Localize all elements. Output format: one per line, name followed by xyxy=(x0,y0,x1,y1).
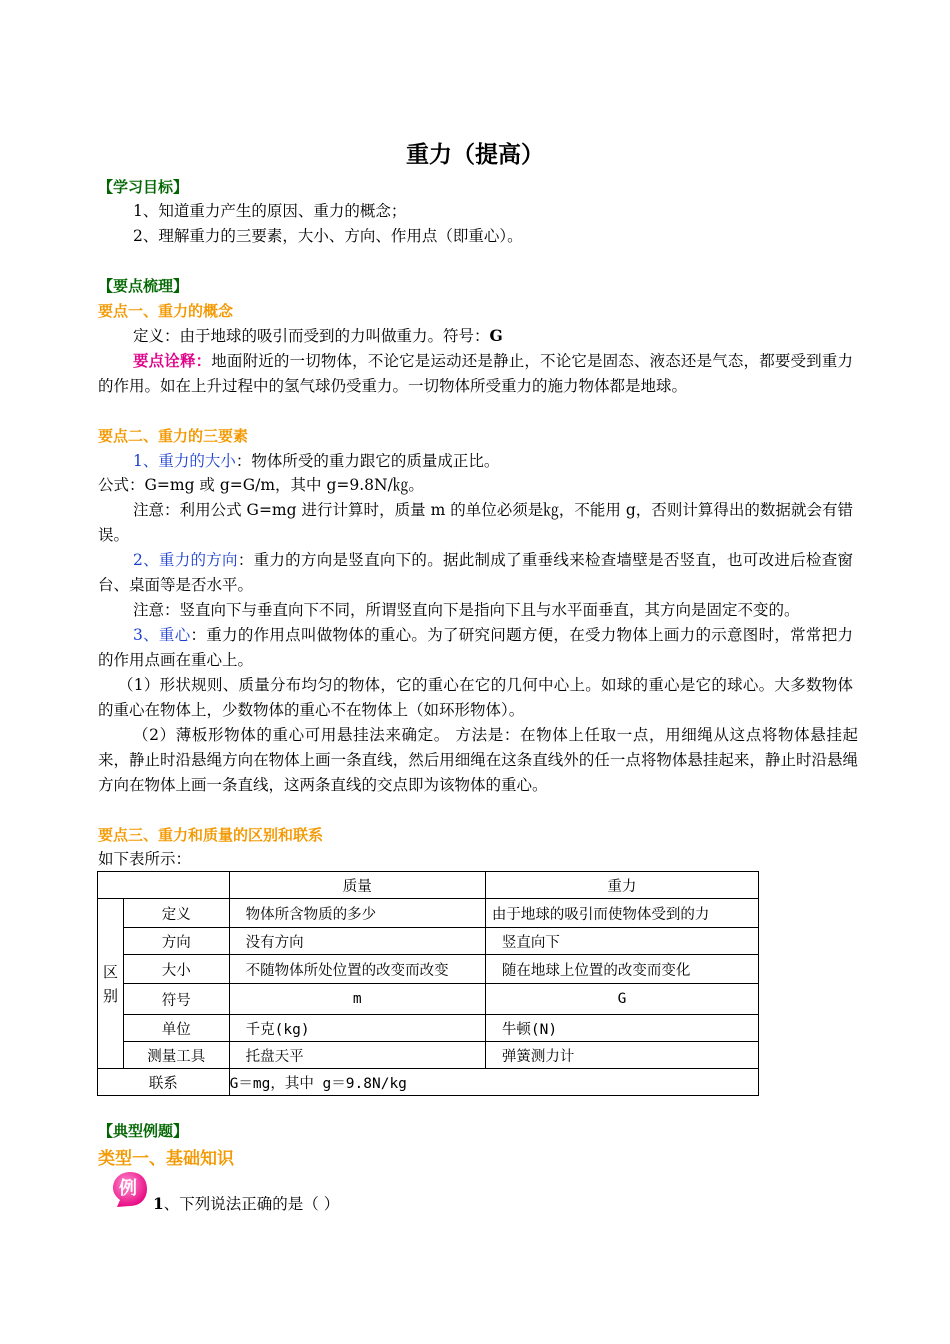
gravity-size xyxy=(133,450,499,472)
row-label: 方向 xyxy=(123,928,229,955)
link-label: 联系 xyxy=(98,1069,230,1096)
direction-label: 2、重力的方向 xyxy=(133,551,238,569)
goal-item: 2、理解重力的三要素，大小、方向、作用点（即重心）。 xyxy=(133,227,523,245)
examples-heading: 【典型例题】 xyxy=(98,1122,189,1140)
question-text: 、下列说法正确的是（ ） xyxy=(163,1195,340,1213)
table-row xyxy=(98,984,759,1015)
row-label: 单位 xyxy=(123,1015,229,1042)
row-label: 测量工具 xyxy=(123,1042,229,1069)
header-gravity: 重力 xyxy=(485,872,758,899)
table-row xyxy=(98,1069,759,1096)
table-row xyxy=(98,955,759,984)
table-row xyxy=(98,899,759,928)
gravity-cell: 由于地球的吸引而使物体受到的力 xyxy=(485,899,758,928)
point1-note xyxy=(98,349,853,399)
gravity-cell: 弹簧测力计 xyxy=(485,1042,758,1069)
gravity-symbol: G xyxy=(489,326,503,345)
direction-text: ：重力的方向是竖直向下的。据此制成了重垂线来检查墙壁是否竖直，也可改进后检查窗台、桌面等是否水平。 xyxy=(98,551,853,594)
size-label: 1、重力的大小 xyxy=(133,452,236,470)
question-number: 1 xyxy=(153,1194,164,1213)
goal-item: 1、知道重力产生的原因、重力的概念； xyxy=(133,202,407,220)
center-of-gravity xyxy=(98,623,853,673)
direction-note: 注意：竖直向下与垂直向下不同，所谓竖直向下是指向下且与水平面垂直，其方向是固定不变的。 xyxy=(133,601,800,619)
gravity-cell: 牛顿(N) xyxy=(485,1015,758,1042)
gravity-cell: 竖直向下 xyxy=(485,928,758,955)
link-cell: G＝mg，其中 g＝9.8N/kg xyxy=(229,1069,758,1096)
badge-text: 例 xyxy=(119,1178,137,1199)
size-text: ：物体所受的重力跟它的质量成正比。 xyxy=(235,452,500,470)
mass-cell: 千克(kg) xyxy=(229,1015,485,1042)
formula-note: 注意：利用公式 G=mg 进行计算时，质量 m 的单位必须是㎏，不能用 g，否则计算得出的数据就会有错误。 xyxy=(98,501,853,544)
point3-heading: 要点三、重力和质量的区别和联系 xyxy=(98,826,324,844)
row-label: 大小 xyxy=(123,955,229,984)
point1-heading: 要点一、重力的概念 xyxy=(98,302,234,320)
mass-gravity-table xyxy=(97,871,759,1096)
mass-cell: m xyxy=(229,984,485,1015)
gravity-cell: G xyxy=(485,984,758,1015)
cg-label: 3、重心 xyxy=(133,626,191,644)
question-1 xyxy=(153,1193,339,1215)
note-text: 地面附近的一切物体，不论它是运动还是静止，不论它是固态、液态还是气态，都要受到重力的作用。如在上升过程中的氢气球仍受重力。一切物体所受重力的施力物体都是地球。 xyxy=(98,352,853,395)
cg-point2: （2）薄板形物体的重心可用悬挂法来确定。 方法是：在物体上任取一点，用细绳从这点将物体悬挂起来，静止时沿悬绳方向在物体上画一条直线，然后用细绳在这条直线外的任一点将物体悬挂起来，静止时沿悬绳方向在物体上画一条直线，这两条直线的交点即为该物体的重心。 xyxy=(98,726,858,794)
goals-heading: 【学习目标】 xyxy=(98,178,189,196)
table-row xyxy=(98,928,759,955)
table-intro: 如下表所示： xyxy=(98,850,192,868)
gravity-cell: 随在地球上位置的改变而变化 xyxy=(485,955,758,984)
cg-point1: （1）形状规则、质量分布均匀的物体，它的重心在它的几何中心上。如球的重心是它的球心。大多数物体的重心在物体上，少数物体的重心不在物体上（如环形物体）。 xyxy=(98,676,853,719)
note-label: 要点诠释： xyxy=(133,352,212,370)
example-badge xyxy=(111,1170,149,1208)
table-corner-cell xyxy=(98,872,230,899)
point2-heading: 要点二、重力的三要素 xyxy=(98,427,249,445)
mass-cell: 不随物体所处位置的改变而改变 xyxy=(229,955,485,984)
mass-cell: 托盘天平 xyxy=(229,1042,485,1069)
row-label: 符号 xyxy=(123,984,229,1015)
cg-text: ：重力的作用点叫做物体的重心。为了研究问题方便，在受力物体上画力的示意图时，常常把力的作用点画在重心上。 xyxy=(98,626,853,669)
point1-definition xyxy=(133,325,503,347)
type1-heading: 类型一、基础知识 xyxy=(98,1149,234,1169)
gravity-formula: 公式：G=mg 或 g=G/m，其中 g=9.8N/㎏。 xyxy=(98,476,424,494)
points-heading: 【要点梳理】 xyxy=(98,277,189,295)
table-row xyxy=(98,1015,759,1042)
definition-text: 定义：由于地球的吸引而受到的力叫做重力。符号： xyxy=(133,327,490,345)
mass-cell: 物体所含物质的多少 xyxy=(229,899,485,928)
table-row xyxy=(98,1042,759,1069)
gravity-direction xyxy=(98,548,853,598)
page-title: 重力（提高） xyxy=(406,142,544,168)
header-mass: 质量 xyxy=(229,872,485,899)
row-label: 定义 xyxy=(123,899,229,928)
mass-cell: 没有方向 xyxy=(229,928,485,955)
table-header-row xyxy=(98,872,759,899)
difference-label: 区别 xyxy=(98,899,124,1069)
